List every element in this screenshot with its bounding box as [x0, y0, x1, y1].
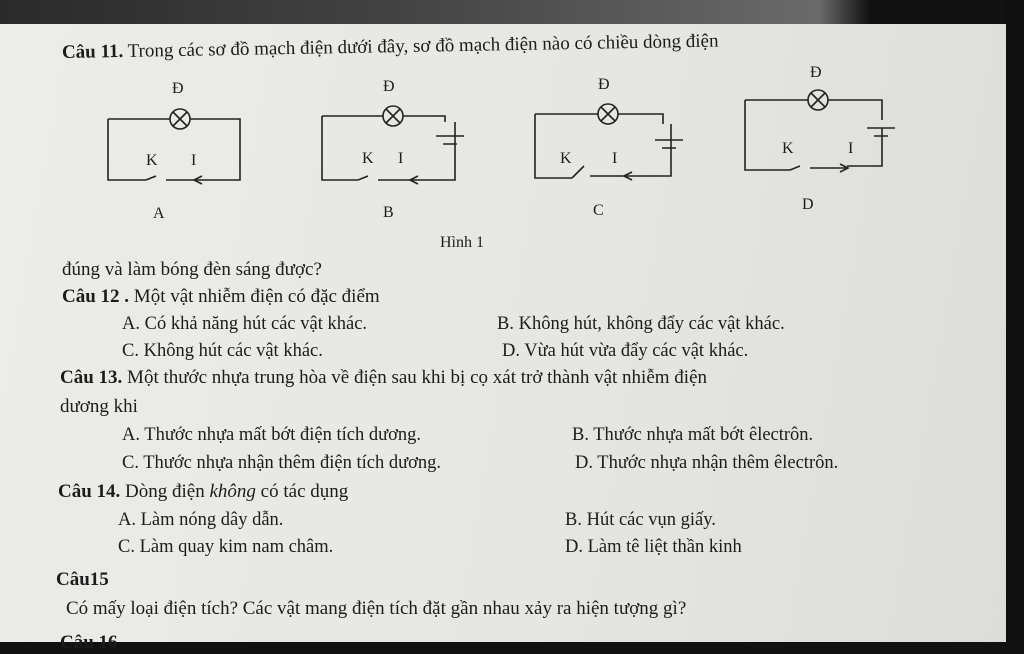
q14-option-d: D. Làm tê liệt thần kinh: [565, 537, 742, 557]
q12-option-b: B. Không hút, không đẩy các vật khác.: [497, 314, 785, 334]
question-12-text: Một vật nhiễm điện có đặc điểm: [129, 286, 380, 307]
circuit-b-current-label: I: [398, 150, 404, 167]
circuit-c-current-label: I: [612, 150, 618, 167]
q14-option-a: A. Làm nóng dây dẫn.: [118, 510, 284, 530]
question-11-text: Trong các sơ đồ mạch điện dưới đây, sơ đồ mạch điện nào có chiều dòng điện: [123, 30, 719, 62]
circuit-b-switch-label: K: [362, 150, 374, 167]
circuit-diagrams: [90, 64, 920, 224]
q12-option-c: C. Không hút các vật khác.: [122, 341, 323, 361]
question-12-number: Câu 12 .: [62, 286, 130, 307]
question-13-text: Một thước nhựa trung hòa về điện sau khi bị cọ xát trở thành vật nhiễm điện: [122, 367, 708, 388]
circuit-d-current-label: I: [848, 140, 854, 157]
question-15-text: Có mấy loại điện tích? Các vật mang điện tích đặt gần nhau xảy ra hiện tượng gì?: [66, 598, 687, 619]
circuit-a: [108, 109, 240, 184]
caption-d: D: [802, 196, 814, 213]
circuit-d-switch-label: K: [782, 140, 794, 157]
circuit-c: [535, 104, 683, 180]
question-13-continuation: dương khi: [60, 396, 138, 417]
question-12: [62, 286, 380, 308]
question-13: [60, 367, 707, 389]
circuit-b: [322, 106, 464, 184]
circuit-d-lamp-label: Đ: [810, 64, 822, 81]
circuit-b-lamp-label: Đ: [383, 78, 395, 95]
q12-option-d: D. Vừa hút vừa đẩy các vật khác.: [502, 341, 749, 361]
question-13-number: Câu 13.: [60, 367, 123, 388]
question-14-number: Câu 14.: [58, 481, 121, 502]
question-14-text-pre: Dòng điện: [120, 481, 210, 502]
figure-caption: Hình 1: [440, 234, 484, 251]
circuit-c-lamp-label: Đ: [598, 76, 610, 93]
question-14-text-emphasis: không: [209, 481, 256, 502]
photo-background-top: [0, 0, 1024, 24]
question-11-continuation: đúng và làm bóng đèn sáng được?: [62, 259, 322, 280]
caption-b: B: [383, 204, 394, 221]
circuit-a-current-label: I: [191, 152, 197, 169]
question-15-number: Câu15: [56, 569, 109, 590]
q12-option-a: A. Có khả năng hút các vật khác.: [122, 314, 368, 334]
question-11-number: Câu 11.: [61, 40, 124, 63]
circuit-a-lamp-label: Đ: [172, 80, 184, 97]
photo-background-right: [1006, 0, 1024, 642]
caption-a: A: [153, 205, 165, 222]
caption-c: C: [593, 202, 604, 219]
q13-option-a: A. Thước nhựa mất bớt điện tích dương.: [122, 425, 422, 445]
q14-option-c: C. Làm quay kim nam châm.: [118, 537, 334, 557]
q13-option-d: D. Thước nhựa nhận thêm êlectrôn.: [575, 453, 839, 473]
question-14-text-post: có tác dụng: [255, 481, 349, 502]
question-16-partial: Câu 16: [60, 632, 118, 653]
circuit-a-switch-label: K: [146, 152, 158, 169]
q13-option-c: C. Thước nhựa nhận thêm điện tích dương.: [122, 453, 442, 473]
question-14: [58, 481, 348, 503]
q13-option-b: B. Thước nhựa mất bớt êlectrôn.: [572, 425, 814, 445]
q14-option-b: B. Hút các vụn giấy.: [565, 510, 716, 530]
circuit-d: [745, 90, 895, 172]
circuit-c-switch-label: K: [560, 150, 572, 167]
